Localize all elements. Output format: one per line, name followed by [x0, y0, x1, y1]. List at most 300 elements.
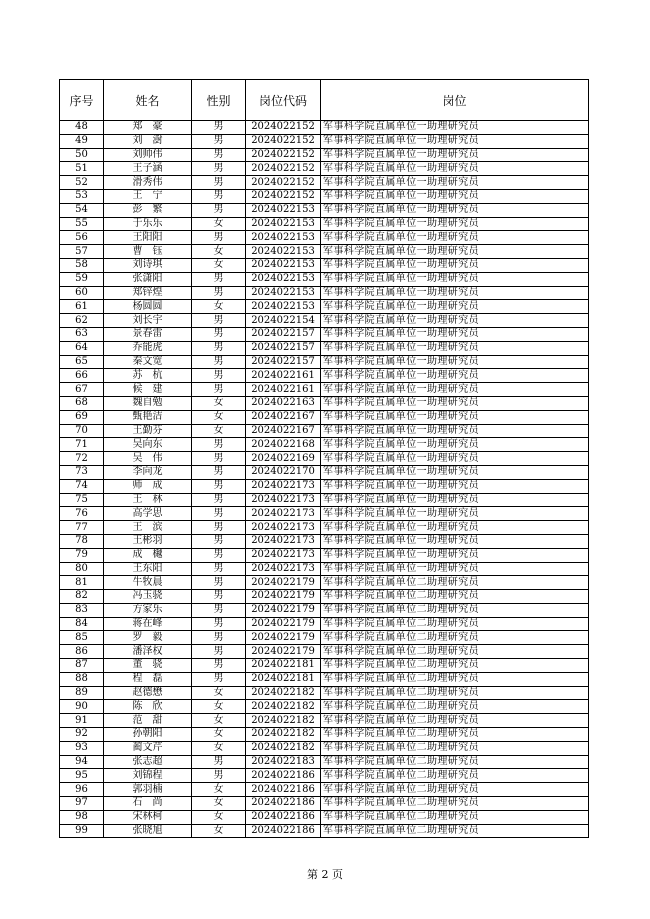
table-row	[60, 797, 589, 811]
cell-gender: 男	[192, 286, 246, 300]
cell-name: 刘长宇	[104, 314, 192, 328]
cell-post-code: 2024022173	[246, 521, 321, 535]
cell-index: 53	[60, 189, 104, 203]
cell-post: 军事科学院直属单位一助理研究员	[321, 121, 589, 135]
table-row	[60, 548, 589, 562]
cell-gender: 女	[192, 396, 246, 410]
cell-post: 军事科学院直属单位二助理研究员	[321, 755, 589, 769]
cell-index: 94	[60, 755, 104, 769]
cell-post-code: 2024022153	[246, 272, 321, 286]
cell-gender: 男	[192, 562, 246, 576]
cell-post: 军事科学院直属单位一助理研究员	[321, 272, 589, 286]
cell-index: 84	[60, 617, 104, 631]
cell-post: 军事科学院直属单位一助理研究员	[321, 479, 589, 493]
cell-post-code: 2024022179	[246, 631, 321, 645]
cell-post-code: 2024022186	[246, 769, 321, 783]
cell-post-code: 2024022153	[246, 203, 321, 217]
table-row	[60, 203, 589, 217]
cell-gender: 男	[192, 438, 246, 452]
cell-index: 71	[60, 438, 104, 452]
table-row	[60, 686, 589, 700]
cell-post-code: 2024022186	[246, 810, 321, 824]
cell-post-code: 2024022186	[246, 824, 321, 838]
table-row	[60, 659, 589, 673]
cell-post: 军事科学院直属单位一助理研究员	[321, 507, 589, 521]
table-row	[60, 286, 589, 300]
cell-gender: 男	[192, 590, 246, 604]
cell-post-code: 2024022182	[246, 700, 321, 714]
cell-name: 候 建	[104, 383, 192, 397]
cell-name: 郭羽楠	[104, 783, 192, 797]
cell-post-code: 2024022153	[246, 286, 321, 300]
header-post: 岗位	[321, 80, 589, 121]
table-row	[60, 410, 589, 424]
cell-index: 92	[60, 728, 104, 742]
cell-gender: 男	[192, 479, 246, 493]
cell-gender: 男	[192, 645, 246, 659]
cell-post-code: 2024022153	[246, 258, 321, 272]
cell-name: 李向龙	[104, 465, 192, 479]
cell-index: 99	[60, 824, 104, 838]
cell-gender: 女	[192, 245, 246, 259]
cell-post-code: 2024022152	[246, 121, 321, 135]
cell-post: 军事科学院直属单位一助理研究员	[321, 410, 589, 424]
cell-post: 军事科学院直属单位一助理研究员	[321, 176, 589, 190]
cell-post-code: 2024022181	[246, 672, 321, 686]
cell-name: 蒋在峰	[104, 617, 192, 631]
cell-index: 70	[60, 424, 104, 438]
cell-name: 成 樾	[104, 548, 192, 562]
cell-gender: 男	[192, 617, 246, 631]
cell-name: 方家乐	[104, 603, 192, 617]
cell-name: 石 尚	[104, 797, 192, 811]
cell-index: 98	[60, 810, 104, 824]
cell-name: 高学思	[104, 507, 192, 521]
table-row	[60, 465, 589, 479]
cell-index: 88	[60, 672, 104, 686]
header-post-code: 岗位代码	[246, 80, 321, 121]
cell-name: 王东阳	[104, 562, 192, 576]
cell-post: 军事科学院直属单位一助理研究员	[321, 369, 589, 383]
cell-post-code: 2024022173	[246, 562, 321, 576]
cell-post: 军事科学院直属单位二助理研究员	[321, 590, 589, 604]
cell-gender: 男	[192, 148, 246, 162]
cell-post-code: 2024022186	[246, 783, 321, 797]
table-row	[60, 521, 589, 535]
cell-post: 军事科学院直属单位一助理研究员	[321, 327, 589, 341]
cell-post-code: 2024022152	[246, 176, 321, 190]
cell-gender: 男	[192, 576, 246, 590]
cell-index: 78	[60, 534, 104, 548]
cell-post: 军事科学院直属单位二助理研究员	[321, 603, 589, 617]
cell-gender: 女	[192, 797, 246, 811]
cell-index: 83	[60, 603, 104, 617]
cell-gender: 男	[192, 189, 246, 203]
cell-gender: 男	[192, 272, 246, 286]
cell-post: 军事科学院直属单位一助理研究员	[321, 300, 589, 314]
cell-index: 52	[60, 176, 104, 190]
cell-index: 77	[60, 521, 104, 535]
cell-post: 军事科学院直属单位一助理研究员	[321, 231, 589, 245]
cell-index: 73	[60, 465, 104, 479]
cell-name: 张潇阳	[104, 272, 192, 286]
cell-name: 宋林柯	[104, 810, 192, 824]
cell-index: 86	[60, 645, 104, 659]
table-row	[60, 672, 589, 686]
cell-post-code: 2024022154	[246, 314, 321, 328]
cell-post-code: 2024022157	[246, 341, 321, 355]
cell-post-code: 2024022186	[246, 797, 321, 811]
cell-gender: 女	[192, 741, 246, 755]
cell-post-code: 2024022179	[246, 617, 321, 631]
cell-index: 89	[60, 686, 104, 700]
table-row	[60, 617, 589, 631]
cell-name: 王 宁	[104, 189, 192, 203]
table-row	[60, 148, 589, 162]
cell-index: 87	[60, 659, 104, 673]
cell-post-code: 2024022182	[246, 728, 321, 742]
cell-gender: 男	[192, 659, 246, 673]
table-row	[60, 810, 589, 824]
cell-name: 张晓旭	[104, 824, 192, 838]
cell-index: 51	[60, 162, 104, 176]
cell-post: 军事科学院直属单位二助理研究员	[321, 797, 589, 811]
cell-name: 刘锦程	[104, 769, 192, 783]
cell-post: 军事科学院直属单位二助理研究员	[321, 617, 589, 631]
cell-post: 军事科学院直属单位一助理研究员	[321, 452, 589, 466]
cell-post: 军事科学院直属单位一助理研究员	[321, 465, 589, 479]
table-row	[60, 217, 589, 231]
cell-post: 军事科学院直属单位二助理研究员	[321, 686, 589, 700]
table-row	[60, 258, 589, 272]
table-row	[60, 341, 589, 355]
cell-name: 潘泽权	[104, 645, 192, 659]
cell-post-code: 2024022161	[246, 383, 321, 397]
cell-post: 军事科学院直属单位一助理研究员	[321, 383, 589, 397]
cell-post-code: 2024022167	[246, 424, 321, 438]
cell-post: 军事科学院直属单位一助理研究员	[321, 203, 589, 217]
table-row	[60, 396, 589, 410]
table-row	[60, 245, 589, 259]
cell-post: 军事科学院直属单位一助理研究员	[321, 493, 589, 507]
roster-table	[59, 79, 589, 838]
cell-gender: 男	[192, 603, 246, 617]
cell-index: 97	[60, 797, 104, 811]
table-row	[60, 728, 589, 742]
cell-index: 63	[60, 327, 104, 341]
cell-post-code: 2024022173	[246, 534, 321, 548]
cell-index: 65	[60, 355, 104, 369]
cell-post-code: 2024022157	[246, 355, 321, 369]
table-row	[60, 189, 589, 203]
cell-post: 军事科学院直属单位二助理研究员	[321, 631, 589, 645]
cell-gender: 女	[192, 810, 246, 824]
cell-post: 军事科学院直属单位一助理研究员	[321, 134, 589, 148]
cell-post: 军事科学院直属单位一助理研究员	[321, 217, 589, 231]
cell-index: 66	[60, 369, 104, 383]
cell-index: 61	[60, 300, 104, 314]
cell-index: 75	[60, 493, 104, 507]
cell-name: 秦文宽	[104, 355, 192, 369]
cell-post-code: 2024022179	[246, 576, 321, 590]
cell-name: 赵德懋	[104, 686, 192, 700]
table-row	[60, 645, 589, 659]
cell-name: 景春雷	[104, 327, 192, 341]
cell-name: 师 成	[104, 479, 192, 493]
cell-index: 95	[60, 769, 104, 783]
cell-name: 郑 豪	[104, 121, 192, 135]
table-row	[60, 700, 589, 714]
cell-gender: 女	[192, 783, 246, 797]
cell-gender: 女	[192, 300, 246, 314]
cell-post-code: 2024022152	[246, 162, 321, 176]
cell-post: 军事科学院直属单位一助理研究员	[321, 438, 589, 452]
cell-gender: 男	[192, 383, 246, 397]
cell-gender: 男	[192, 548, 246, 562]
cell-gender: 男	[192, 521, 246, 535]
table-row	[60, 590, 589, 604]
cell-gender: 男	[192, 507, 246, 521]
table-row	[60, 355, 589, 369]
table-body	[60, 121, 589, 838]
table-row	[60, 479, 589, 493]
cell-post-code: 2024022182	[246, 714, 321, 728]
cell-post: 军事科学院直属单位一助理研究员	[321, 534, 589, 548]
cell-name: 吴向东	[104, 438, 192, 452]
cell-gender: 女	[192, 258, 246, 272]
cell-gender: 女	[192, 217, 246, 231]
header-gender: 性别	[192, 80, 246, 121]
cell-index: 56	[60, 231, 104, 245]
cell-name: 郑锌煌	[104, 286, 192, 300]
cell-gender: 男	[192, 231, 246, 245]
table-row	[60, 755, 589, 769]
cell-name: 张志超	[104, 755, 192, 769]
cell-index: 81	[60, 576, 104, 590]
cell-index: 62	[60, 314, 104, 328]
table-row	[60, 162, 589, 176]
cell-name: 王勤芬	[104, 424, 192, 438]
cell-gender: 男	[192, 452, 246, 466]
cell-name: 罗 毅	[104, 631, 192, 645]
cell-index: 76	[60, 507, 104, 521]
cell-index: 50	[60, 148, 104, 162]
cell-gender: 女	[192, 714, 246, 728]
cell-post-code: 2024022152	[246, 148, 321, 162]
table-row	[60, 176, 589, 190]
cell-post-code: 2024022153	[246, 245, 321, 259]
cell-post-code: 2024022153	[246, 217, 321, 231]
cell-index: 49	[60, 134, 104, 148]
cell-index: 69	[60, 410, 104, 424]
cell-gender: 女	[192, 410, 246, 424]
cell-post: 军事科学院直属单位一助理研究员	[321, 396, 589, 410]
cell-post-code: 2024022168	[246, 438, 321, 452]
cell-post: 军事科学院直属单位一助理研究员	[321, 148, 589, 162]
header-row	[60, 80, 589, 121]
cell-gender: 男	[192, 341, 246, 355]
cell-name: 魏自勉	[104, 396, 192, 410]
cell-gender: 女	[192, 824, 246, 838]
cell-index: 82	[60, 590, 104, 604]
cell-post-code: 2024022183	[246, 755, 321, 769]
cell-post: 军事科学院直属单位一助理研究员	[321, 424, 589, 438]
table-row	[60, 327, 589, 341]
cell-post-code: 2024022152	[246, 134, 321, 148]
cell-post: 军事科学院直属单位一助理研究员	[321, 341, 589, 355]
cell-index: 48	[60, 121, 104, 135]
cell-post-code: 2024022167	[246, 410, 321, 424]
cell-name: 刘诗琪	[104, 258, 192, 272]
cell-name: 孙朝阳	[104, 728, 192, 742]
cell-name: 王 林	[104, 493, 192, 507]
cell-post: 军事科学院直属单位一助理研究员	[321, 562, 589, 576]
cell-index: 96	[60, 783, 104, 797]
cell-index: 91	[60, 714, 104, 728]
table-row	[60, 121, 589, 135]
cell-post: 军事科学院直属单位一助理研究员	[321, 355, 589, 369]
cell-name: 苏 杭	[104, 369, 192, 383]
cell-post-code: 2024022152	[246, 189, 321, 203]
cell-post-code: 2024022173	[246, 507, 321, 521]
cell-gender: 女	[192, 686, 246, 700]
cell-index: 57	[60, 245, 104, 259]
cell-post-code: 2024022182	[246, 686, 321, 700]
cell-gender: 男	[192, 314, 246, 328]
cell-index: 59	[60, 272, 104, 286]
table-row	[60, 631, 589, 645]
cell-index: 90	[60, 700, 104, 714]
cell-gender: 男	[192, 121, 246, 135]
cell-post-code: 2024022161	[246, 369, 321, 383]
cell-name: 彭 繁	[104, 203, 192, 217]
header-name: 姓名	[104, 80, 192, 121]
cell-gender: 男	[192, 465, 246, 479]
cell-post-code: 2024022170	[246, 465, 321, 479]
cell-post: 军事科学院直属单位二助理研究员	[321, 741, 589, 755]
cell-post: 军事科学院直属单位一助理研究员	[321, 286, 589, 300]
table-row	[60, 438, 589, 452]
cell-post-code: 2024022182	[246, 741, 321, 755]
cell-gender: 男	[192, 631, 246, 645]
table-row	[60, 272, 589, 286]
cell-index: 79	[60, 548, 104, 562]
table-row	[60, 603, 589, 617]
cell-gender: 男	[192, 327, 246, 341]
cell-post-code: 2024022173	[246, 479, 321, 493]
table-row	[60, 824, 589, 838]
cell-name: 冯玉骁	[104, 590, 192, 604]
cell-name: 刘 澍	[104, 134, 192, 148]
table-row	[60, 134, 589, 148]
cell-post: 军事科学院直属单位一助理研究员	[321, 245, 589, 259]
cell-index: 64	[60, 341, 104, 355]
cell-name: 甄艳洁	[104, 410, 192, 424]
cell-index: 74	[60, 479, 104, 493]
cell-name: 吴 伟	[104, 452, 192, 466]
table-row	[60, 424, 589, 438]
cell-post-code: 2024022169	[246, 452, 321, 466]
cell-index: 85	[60, 631, 104, 645]
cell-post-code: 2024022163	[246, 396, 321, 410]
cell-post: 军事科学院直属单位二助理研究员	[321, 672, 589, 686]
page-number: 第 2 页	[307, 868, 343, 881]
cell-post: 军事科学院直属单位一助理研究员	[321, 314, 589, 328]
cell-name: 程 磊	[104, 672, 192, 686]
cell-gender: 男	[192, 672, 246, 686]
cell-name: 蔺文芹	[104, 741, 192, 755]
cell-index: 93	[60, 741, 104, 755]
cell-post: 军事科学院直属单位二助理研究员	[321, 576, 589, 590]
table-row	[60, 534, 589, 548]
cell-name: 曹 钰	[104, 245, 192, 259]
cell-index: 68	[60, 396, 104, 410]
cell-post: 军事科学院直属单位二助理研究员	[321, 700, 589, 714]
cell-gender: 女	[192, 700, 246, 714]
cell-post-code: 2024022153	[246, 231, 321, 245]
cell-post-code: 2024022173	[246, 493, 321, 507]
cell-gender: 女	[192, 728, 246, 742]
cell-name: 于乐乐	[104, 217, 192, 231]
cell-post-code: 2024022181	[246, 659, 321, 673]
table-row	[60, 314, 589, 328]
table-row	[60, 783, 589, 797]
table-row	[60, 714, 589, 728]
table-row	[60, 741, 589, 755]
cell-gender: 男	[192, 755, 246, 769]
cell-name: 牛牧晨	[104, 576, 192, 590]
cell-name: 乔能虎	[104, 341, 192, 355]
cell-name: 陈 欣	[104, 700, 192, 714]
table-row	[60, 452, 589, 466]
cell-post-code: 2024022157	[246, 327, 321, 341]
cell-gender: 女	[192, 424, 246, 438]
cell-post: 军事科学院直属单位二助理研究员	[321, 810, 589, 824]
cell-gender: 男	[192, 493, 246, 507]
cell-gender: 男	[192, 176, 246, 190]
cell-name: 王阳阳	[104, 231, 192, 245]
cell-post: 军事科学院直属单位一助理研究员	[321, 258, 589, 272]
cell-gender: 男	[192, 203, 246, 217]
cell-gender: 男	[192, 134, 246, 148]
cell-name: 范 甜	[104, 714, 192, 728]
cell-post-code: 2024022173	[246, 548, 321, 562]
cell-post: 军事科学院直属单位一助理研究员	[321, 521, 589, 535]
cell-post-code: 2024022153	[246, 300, 321, 314]
cell-post: 军事科学院直属单位一助理研究员	[321, 548, 589, 562]
table-row	[60, 369, 589, 383]
cell-index: 67	[60, 383, 104, 397]
cell-index: 80	[60, 562, 104, 576]
cell-gender: 男	[192, 769, 246, 783]
cell-name: 刘帅伟	[104, 148, 192, 162]
cell-name: 王彬羽	[104, 534, 192, 548]
cell-post: 军事科学院直属单位二助理研究员	[321, 769, 589, 783]
cell-post-code: 2024022179	[246, 603, 321, 617]
cell-index: 58	[60, 258, 104, 272]
cell-post-code: 2024022179	[246, 645, 321, 659]
cell-post: 军事科学院直属单位二助理研究员	[321, 728, 589, 742]
cell-post: 军事科学院直属单位二助理研究员	[321, 645, 589, 659]
cell-gender: 男	[192, 162, 246, 176]
table-row	[60, 562, 589, 576]
cell-index: 60	[60, 286, 104, 300]
cell-name: 杨圆圆	[104, 300, 192, 314]
table-row	[60, 769, 589, 783]
cell-gender: 男	[192, 355, 246, 369]
cell-name: 王 滨	[104, 521, 192, 535]
cell-index: 72	[60, 452, 104, 466]
